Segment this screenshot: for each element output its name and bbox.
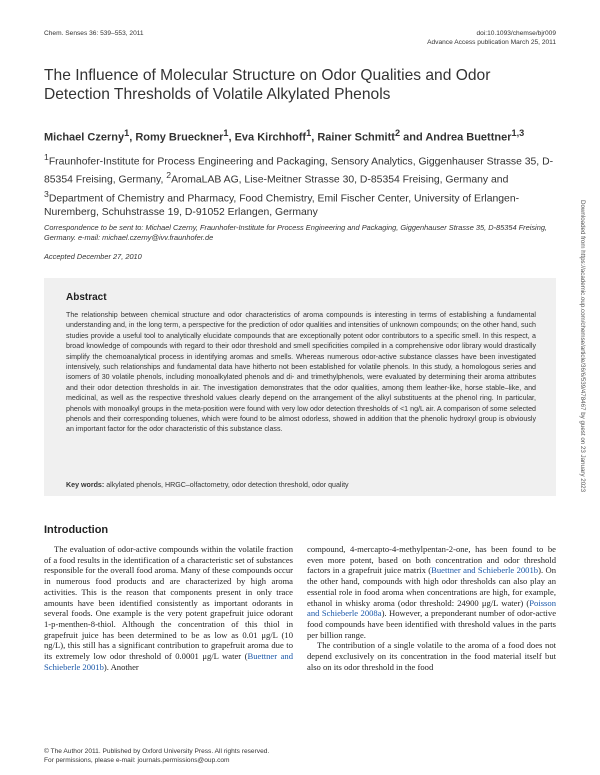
affiliation-mark: 3	[44, 188, 49, 199]
abstract-text: The relationship between chemical structure and odor characteristics of aroma compounds is interesting in terms of establishing a fundamental understanding and, in the long term, a perspective for the prediction of odor qualities and intensities of unknown compounds; on the other hand, such studies provide a useful tool to analytically elucidate compounds that are exceptionally potent odor contributors to a specific smell. In this respect, a broad knowledge of compounds with regard to their odor threshold and smell specificities compiled in a comprehensive odor library would drastically simplify the chemoanalytical process in identifying aromas and smells. Whereas numerous odor-active substance classes have been investigated intensively, such relationships and fundamental data have hitherto not been established for volatile phenols. In this study, a homologous series and isomers of 30 volatile phenols, including monoalkylated phenols and di- and trimethylphenols, were evaluated by determining their aroma attributes and their odor detection thresholds in air. The investigation demonstrates that the odor qualities, among them leather-like, horse stable–like, and medicinal, as well as the respective threshold values clearly depend on the arrangement of the alkyl substituents at the phenol ring. In particular, phenols with monoalkyl groups in the meta-position were found with very low odor detection thresholds of <1 ng/L air. A comparison of some selected phenols and their corresponding toluenes, which were found to be almost odorless, showed in addition that the phenolic hydroxyl group is obviously an important factor for the odor characteristic of this substance class.	[66, 311, 536, 434]
intro-paragraph: The contribution of a single volatile to the aroma of a food does not depend exclusively on its concentration in the food material itself but also on its odor threshold in the food	[307, 640, 556, 672]
copyright-footer	[44, 748, 444, 765]
keywords	[66, 481, 536, 490]
affiliation-text: Fraunhofer-Institute for Process Engineering and Packaging, Sensory Analytics, Giggenhauser Strasse 35, D-85354 Freising, Germany,	[44, 156, 554, 186]
author-name: Eva Kirchhoff	[234, 131, 307, 144]
accepted-date: Accepted December 27, 2010	[44, 252, 142, 261]
author-affiliation-mark: 1	[223, 128, 229, 138]
keywords-text: alkylated phenols, HRGC–olfactometry, odor detection threshold, odor quality	[104, 481, 349, 489]
affiliation-mark: 1	[44, 152, 49, 162]
author-separator: and	[400, 131, 426, 144]
intro-paragraph	[307, 544, 556, 640]
citation-link[interactable]: Buettner and Schieberle 2001b	[431, 565, 539, 576]
author-affiliation-mark: 1	[124, 128, 130, 138]
doi[interactable]: doi:10.1093/chemse/bjr009	[476, 30, 556, 37]
introduction-heading: Introduction	[44, 524, 109, 536]
permissions-line[interactable]: For permissions, please e-mail: journals.permissions@oup.com	[44, 756, 230, 764]
copyright-line: © The Author 2011. Published by Oxford University Press. All rights reserved.	[44, 748, 270, 755]
author-separator: ,	[311, 131, 318, 144]
body-column-left	[44, 544, 293, 673]
affiliation-text: Department of Chemistry and Pharmacy, Food Chemistry, Emil Fischer Center, University of Erlangen-Nuremberg, Schuhstrasse 19, D-91052 Erlangen, Germany	[44, 193, 520, 218]
author-name: Michael Czerny	[44, 131, 125, 144]
paper-title: The Influence of Molecular Structure on Odor Qualities and Odor Detection Thresholds of Volatile Alkylated Phenols	[44, 67, 491, 103]
body-text: ). However, a preponderant number of odor-active food compounds have been identified with threshold values in the parts per billion range.	[307, 608, 557, 640]
author-affiliation-mark: 2	[394, 128, 401, 138]
affiliations	[44, 151, 554, 220]
body-text: ). Another	[103, 661, 139, 672]
citation-link[interactable]: Poisson and Schieberle 2008a	[307, 597, 556, 619]
author-list	[44, 126, 554, 145]
body-column-right	[307, 544, 556, 673]
abstract-heading: Abstract	[66, 292, 107, 303]
body-text: ). On the other hand, compounds with high odor thresholds can also play an essential role in food aroma when concentrations are high, for example, ethanol in whisky aroma (odor threshold: 24900 μg/L water) (	[307, 565, 556, 608]
download-watermark: Downloaded from https://academic.oup.com/chemse/article/36/6/539/478467 by guest on 23 January 2023	[579, 200, 586, 493]
correspondence-note: Correspondence to be sent to: Michael Czerny, Fraunhofer-Institute for Process Engineering and Packaging, Giggenhauser Strasse 35, D-85354 Freising, Germany. e-mail: michael.czerny@ivv.fraunhofer.de	[44, 223, 547, 243]
author-name: Rainer Schmitt	[317, 131, 395, 144]
advance-access-date: Advance Access publication March 25, 2011	[427, 39, 556, 46]
affiliation-mark: 2	[166, 170, 172, 181]
author-separator: ,	[129, 131, 136, 144]
journal-reference: Chem. Senses 36: 539–553, 2011	[44, 30, 144, 37]
author-affiliation-mark: 1,3	[511, 128, 525, 138]
author-name: Romy Brueckner	[135, 131, 224, 144]
intro-paragraph	[44, 544, 293, 673]
author-affiliation-mark: 1	[306, 128, 312, 138]
body-text: compound, 4-mercapto-4-methylpentan-2-one, has been found to be even more potent, based on both concentration and odor threshold factors in a grapefruit juice matrix (	[307, 544, 556, 576]
author-separator: ,	[228, 131, 235, 144]
affiliation-text: AromaLAB AG, Lise-Meitner Strasse 30, D-85354 Freising, Germany and	[171, 174, 509, 186]
author-name: Andrea Buettner	[425, 131, 512, 144]
keywords-label: Key words:	[66, 481, 105, 489]
citation-link[interactable]: Buettner and Schieberle 2001b	[44, 651, 293, 672]
body-text: The evaluation of odor-active compounds within the volatile fraction of a food results in the identification of a characteristic set of substances responsible for the overall food aroma. Many of these compounds occur in numerous food products and are characterized by high aroma activities. This is the reason that components present in only trace amounts have been identified consistently as important odorants in several foods. One example is the very potent grapefruit juice odorant 1-p-menthen-8-thiol. Although the concentration of this thiol in grapefruit juice has been determined to be as low as 0.01 μg/L (10 ng/L), this still has a significant contribution to grapefruit aroma due to its extremely low odor threshold of 0.0001 μg/L water (	[44, 544, 293, 662]
